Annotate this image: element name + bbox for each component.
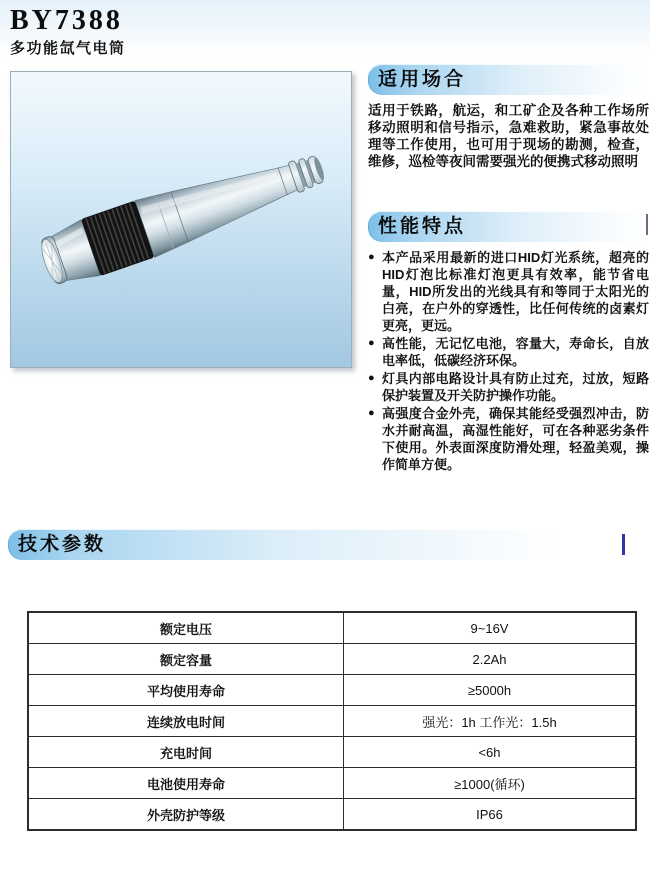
spec-row — [28, 675, 636, 706]
spec-label-cell: 充电时间 — [28, 737, 344, 768]
spec-label-cell: 平均使用寿命 — [28, 675, 344, 706]
feature-text: 高强度合金外壳，确保其能经受强烈冲击，防水并耐高温，高湿性能好，可在各种恶劣条件下使用。外表面深度防滑处理，轻盈美观，操作简单方便。 — [382, 406, 649, 472]
spec-value-cell: ≥5000h — [344, 675, 637, 706]
spec-row — [28, 799, 636, 831]
feature-text: 高性能，无记忆电池，容量大，寿命长，自放电率低，低碳经济环保。 — [382, 336, 649, 368]
spec-label-cell: 连续放电时间 — [28, 706, 344, 737]
features-list — [368, 249, 649, 474]
bullet-icon: ● — [368, 372, 375, 384]
spec-label-cell: 电池使用寿命 — [28, 768, 344, 799]
feature-item — [368, 249, 649, 334]
specs-bar-end-tick — [622, 534, 625, 555]
spec-row — [28, 644, 636, 675]
usage-paragraph: 适用于铁路，航运，和工矿企及各种工作场所移动照明和信号指示，急难救助，紧急事故处理等工作使用，也可用于现场的勘测，检查，维修，巡检等夜间需要强光的便携式移动照明 — [368, 103, 649, 169]
specs-table — [27, 611, 637, 831]
brand-block — [10, 6, 126, 58]
spec-row — [28, 737, 636, 768]
flashlight-illustration — [11, 72, 351, 367]
spec-value-cell: IP66 — [344, 799, 637, 831]
spec-value-cell: 9~16V — [344, 612, 637, 644]
page-subtitle-product-name: 多功能氙气电筒 — [10, 40, 126, 58]
spec-value-cell: ≥1000(循环) — [344, 768, 637, 799]
spec-value-cell: 强光：1h 工作光：1.5h — [344, 706, 637, 737]
bullet-icon: ● — [368, 337, 375, 349]
feature-text: 本产品采用最新的进口HID灯光系统，超亮的HID灯泡比标准灯泡更具有效率，能节省电量，HID所发出的光线具有和等同于太阳光的白亮，在户外的穿透性，比任何传统的卤素灯更亮，更远。 — [382, 250, 649, 333]
features-section-header: 性能特点 — [368, 211, 649, 242]
specs-table-body — [28, 612, 636, 830]
spec-row — [28, 612, 636, 644]
feature-item — [368, 405, 649, 473]
specs-section-header: 技术参数 — [8, 529, 620, 560]
spec-value-cell: <6h — [344, 737, 637, 768]
spec-row — [28, 768, 636, 799]
spec-value-cell: 2.2Ah — [344, 644, 637, 675]
bullet-icon: ● — [368, 251, 375, 263]
product-photo — [10, 71, 352, 368]
features-bar-end-tick — [646, 214, 648, 235]
feature-item — [368, 335, 649, 369]
spec-label-cell: 外壳防护等级 — [28, 799, 344, 831]
feature-text: 灯具内部电路设计具有防止过充，过放，短路保护装置及开关防护操作功能。 — [382, 371, 649, 403]
usage-section-header: 适用场合 — [368, 64, 649, 95]
page-title-model: BY7388 — [10, 5, 123, 36]
spec-label-cell: 额定容量 — [28, 644, 344, 675]
feature-item — [368, 370, 649, 404]
spec-row — [28, 706, 636, 737]
spec-label-cell: 额定电压 — [28, 612, 344, 644]
bullet-icon: ● — [368, 407, 375, 419]
